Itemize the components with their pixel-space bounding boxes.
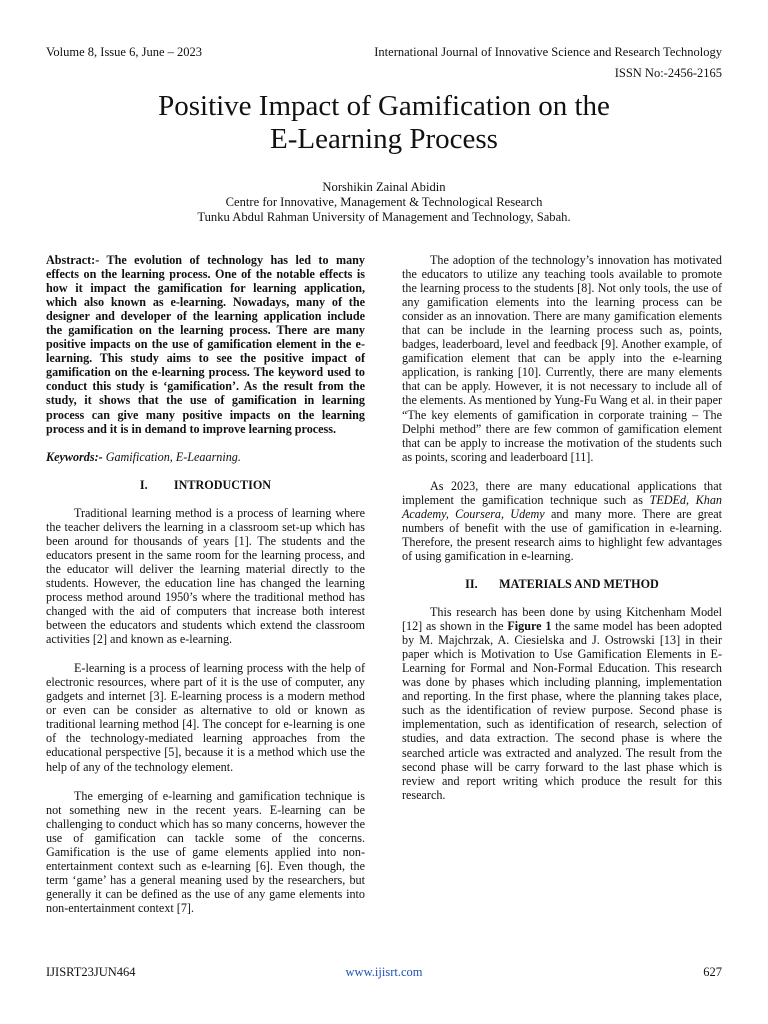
abstract-text: The evolution of technology has led to many effects on the learning process. One of the notable effects is how it impact the gamification for learning application, which also known as e-learning. Nowadays, many of the designer and developer of the learning application include the gamification on the learning process. There are many positive impacts on the use of gamification element in the e-learning. This study aims to see the positive impact of gamification on the e-learning process. The keyword used to conduct this study is ‘gamification’. As the result from the study, it shows that the use of gamification in learning process can give many positive impacts on the learning process and it is in demand to improve learning process.	[46, 253, 365, 436]
author-block	[60, 180, 708, 225]
section-1-heading	[46, 478, 365, 492]
section-1-number: I.	[139, 477, 148, 492]
author-name: Norshikin Zainal Abidin	[322, 180, 446, 194]
section-1-title: INTRODUCTION	[173, 477, 272, 492]
affiliation-1: Centre for Innovative, Management & Technological Research	[225, 195, 543, 209]
journal-name: International Journal of Innovative Science and Research Technology	[374, 45, 722, 59]
right-column	[402, 253, 722, 802]
methods-p1-text-b: the same model has been adopted by M. Majchrzak, A. Ciesielska and J. Ostrowski [13] in their paper which is Motivation to Use Gamification Elements in E-Learning for Formal and Non-Formal Education. This research was done by phases which including planning, implementation and reporting. In the first phase, where the planning takes place, such as the identification of review purpose. Second phase is implementation, such as identification of research, selection of studies, and data extraction. The second phase is where the searched article was extracted and analyzed. The result from the second phase will be carry forward to the last phase which is review and report writing which produce the result for this research.	[402, 619, 722, 802]
keywords-text: Gamification, E-Leaarning.	[102, 449, 241, 464]
intro-p5-text-b: and many more. There are great numbers of benefit with the use of gamification in e-learning. Therefore, the present research aims to highlight few advantages of using gamification in e-learning.	[402, 506, 722, 563]
intro-p5-text-a: As 2023, there are many educational applications that implement the gamification technique such as	[402, 478, 722, 507]
section-2-title: MATERIALS AND METHOD	[499, 576, 659, 591]
methods-p1-text-a: This research has been done by using Kitchenham Model [12] as shown in the	[402, 605, 722, 634]
website-link[interactable]: www.ijisrt.com	[345, 965, 423, 979]
page-number: 627	[703, 965, 722, 979]
section-2-number: II.	[465, 576, 478, 591]
left-column	[46, 253, 365, 915]
intro-paragraph-3: The emerging of e-learning and gamification technique is not something new in the recent years. E-learning can be challenging to conduct which has so many concerns, however the use of gamification can tackle some of the concerns. Gamification is the use of game elements applied into non-entertainment context such as e-learning [6]. Even though, the term ‘game’ has a general meaning used by the researchers, but generally it can be defined as the use of any game elements into non-entertainment context [7].	[46, 788, 365, 915]
app-examples: TEDEd, Khan Academy, Coursera, Udemy	[402, 492, 722, 521]
abstract-label: Abstract:-	[46, 253, 100, 267]
abstract	[46, 253, 365, 436]
intro-paragraph-4: The adoption of the technology’s innovation has motivated the educators to utilize any teaching tools available to promote the learning process to the students [8]. Not only tools, the use of any gamification elements into the learning process can be consider as an innovation. There are many gamification elements that can be include in the learning process such as, points, badges, leaderboard, level and feedback [9]. Another example, of gamification element that can be apply into the e-learning application, is ranking [10]. Currently, there are many elements that can be apply. However, it is not necessary to include all of the elements. As mentioned by Yung-Fu Wang et al. in their paper “The key elements of gamification in corporate training – The Delphi method” there are few common of gamification element that can be apply to increase the motivation of the students such as points, scoring and leaderboard [11].	[402, 253, 722, 464]
title-line-2: E-Learning Process	[270, 123, 498, 155]
intro-paragraph-5	[402, 479, 722, 563]
title-line-1: Positive Impact of Gamification on the	[158, 90, 610, 122]
methods-paragraph-1	[402, 605, 722, 802]
volume-info: Volume 8, Issue 6, June – 2023	[46, 45, 203, 59]
figure-reference: Figure 1	[507, 619, 552, 634]
intro-paragraph-1: Traditional learning method is a process of learning where the teacher delivers the learning in a classroom set-up which has been around for thousands of years [1]. The students and the educators present in the same room for the learning process, and the educator will deliver the learning material directly to the students. However, the education line has changed the learning process method around 1950’s where the traditional method has changed with the aid of computers that increase both interest between the educators and students which extend the classroom activities [2] and known as e-learning.	[46, 505, 365, 647]
paper-title	[60, 90, 708, 156]
keywords	[46, 450, 365, 464]
footer-center	[0, 964, 768, 980]
affiliation-2: Tunku Abdul Rahman University of Management and Technology, Sabah.	[197, 210, 571, 224]
keywords-label: Keywords:-	[46, 449, 103, 464]
section-2-heading	[402, 577, 722, 591]
intro-paragraph-2: E-learning is a process of learning process with the help of electronic resources, where part of it is the use of computer, any gadgets and internet [3]. E-learning process is a modern method or even can be consider as alternative to old or known as traditional learning method [4]. The concept for e-learning is one of the technology-mediated learning approaches from the educational perspective [5], because it is a method which use the help of any of the technology element.	[46, 661, 365, 774]
paper-code: IJISRT23JUN464	[46, 965, 136, 979]
issn: ISSN No:-2456-2165	[614, 66, 722, 80]
